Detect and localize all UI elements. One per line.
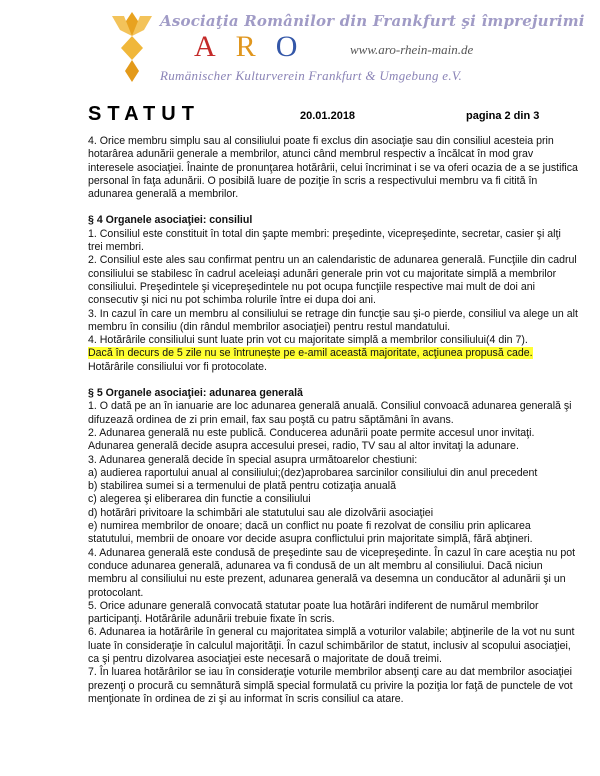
website-link[interactable]: www.aro-rhein-main.de	[350, 42, 474, 57]
section-5-point-4: 4. Adunarea generală este condusă de preşedinte sau de vicepreşedinte. În cazul în care aceştia nu pot conduce adunarea generală, adunarea va fi condusă de un alt membru al consiliului. Dacă niciun membru al consiliului nu este prezent, adunarea generală va desemna un conducător al adunării şi un protocolant.	[88, 546, 576, 599]
section-4-point-4-highlighted	[88, 347, 578, 360]
section-5-point-1: 1. O dată pe an în ianuarie are loc adunarea generală anuală. Consiliul convoacă adunarea generală şi difuzează ordinea de zi prin email, fax sau poştă cu patru săptămâni în avans.	[88, 400, 572, 426]
aro-logo-text	[194, 32, 297, 62]
document-body	[88, 135, 578, 706]
section-5-point-3: 3. Adunarea generală decide în special asupra următoarelor chestiuni:	[88, 453, 418, 466]
section-5-item-d: d) hotărâri privitoare la schimbări ale statutului sau ale dizolvării asociaţiei	[88, 506, 434, 519]
section-5-point-6: 6. Adunarea ia hotărârile în general cu majoritatea simplă a voturilor valabile; abţinerile de la vot nu sunt luate în consideraţie în calculul majorităţii. În cazul schimbărilor de statut, inclusiv al scopului asociaţiei, ca şi pentru dizolvarea asociaţiei este necesară o majoritate de două treimi.	[88, 626, 575, 665]
section-5-item-a: a) audierea raportului anual al consiliului;(dez)aprobarea sarcinilor consiliului din anul precedent	[88, 466, 538, 479]
aro-letter-r: R	[235, 30, 256, 63]
section-5-point-2: 2. Adunarea generală nu este publică. Conducerea adunării poate permite accesul unor invitaţi. Adunarea generală decide asupra accesului presei, radio, TV sau al altor invitaţi la adunare.	[88, 426, 535, 453]
section-4-point-4: 4. Hotărârile consiliului sunt luate prin vot cu majoritate simplă a membrilor consiliului(4 din 7).	[88, 334, 528, 347]
section-5-item-b: b) stabilirea sumei si a termenului de plată pentru cotizaţia anuală	[88, 480, 396, 493]
aro-logo-icon	[110, 10, 154, 86]
document-title: STATUT	[88, 103, 200, 125]
highlighted-text: Dacă în decurs de 5 zile nu se întrunește pe e-amil această majoritate, acţiunea propusă cade.	[88, 347, 533, 360]
association-name: Asociaţia Românilor din Frankfurt şi împrejurimi	[160, 12, 585, 30]
paragraph-art4-point4: 4. Orice membru simplu sau al consiliului poate fi exclus din asociaţie sau din consiliul acesteia prin hotarârea adunării generale a membrilor, atunci când membrul respectiv a încălcat în mod grav interesele asociaţiei. Înainte de pronunţarea hotărârii, celui încriminat i se va oferi ocazia de a se justifica personal în faţa adunării. O posibilă luare de poziţie în scris a respectivului membru va fi citită în adunarea generală a membrilor.	[88, 135, 578, 201]
section-5-item-e: e) numirea membrilor de onoare; dacă un conflict nu poate fi rezolvat de consiliu prin aplicarea statutului, membrii de onoare vor decide asupra conflictului prin majoritate simplă, fără abţineri.	[88, 520, 533, 546]
aro-letter-a: A	[194, 30, 216, 63]
page-number: pagina 2 din 3	[466, 110, 540, 122]
section-4-point-1: 1. Consiliul este constituit în total din şapte membri: preşedinte, vicepreşedinte, secretar, casier şi alţi trei membri.	[88, 227, 561, 254]
document-date: 20.01.2018	[300, 110, 356, 122]
section-5-point-5: 5. Orice adunare generală convocată statutar poate lua hotărâri indiferent de numărul membrilor participanţi. Hotărârile adunării trebuie fixate în scris.	[88, 599, 539, 626]
aro-letter-o: O	[275, 30, 298, 63]
section-5-point-7: 7. În luarea hotărârilor se iau în consideraţie voturile membrilor absenţi care au dat membrilor asociaţiei prezenţi o procură cu semnătură simplă special formulată cu privire la poziţia lor faţă de punctele de vot menţionate în ordinea de zi şi au informat în scris consiliul ca atare.	[88, 666, 573, 705]
section-4-point-2: 2. Consiliul este ales sau confirmat pentru un an calendaristic de adunarea generală. Funcţiile din cadrul consiliului se stabilesc în cadrul aceleiaşi adunări generale prin vot cu majoritate simplă a membrilor consiliului. Preşedintele şi vicepreşedintele nu pot ocupa funcţiile respective mai mult de doi ani consecutiv şi nici nu pot schimba rolurile între ei dupa doi ani.	[88, 254, 577, 307]
section-4-point-4-end: Hotărârile consiliului vor fi protocolate.	[88, 360, 267, 373]
section-4-heading: § 4 Organele asociaţiei: consiliul	[88, 214, 253, 227]
section-5-item-c: c) alegerea şi eliberarea din functie a consiliului	[88, 493, 311, 506]
section-4-point-3: 3. In cazul în care un membru al consiliului se retrage din funcţie sau şi-o pierde, consiliul va alege un alt membru în consiliu (din rândul membrilor asociaţiei) pentru restul mandatului.	[88, 307, 578, 333]
german-association-name: Rumänischer Kulturverein Frankfurt & Umgebung e.V.	[160, 68, 463, 83]
section-5-heading: § 5 Organele asociaţiei: adunarea generală	[88, 387, 303, 400]
